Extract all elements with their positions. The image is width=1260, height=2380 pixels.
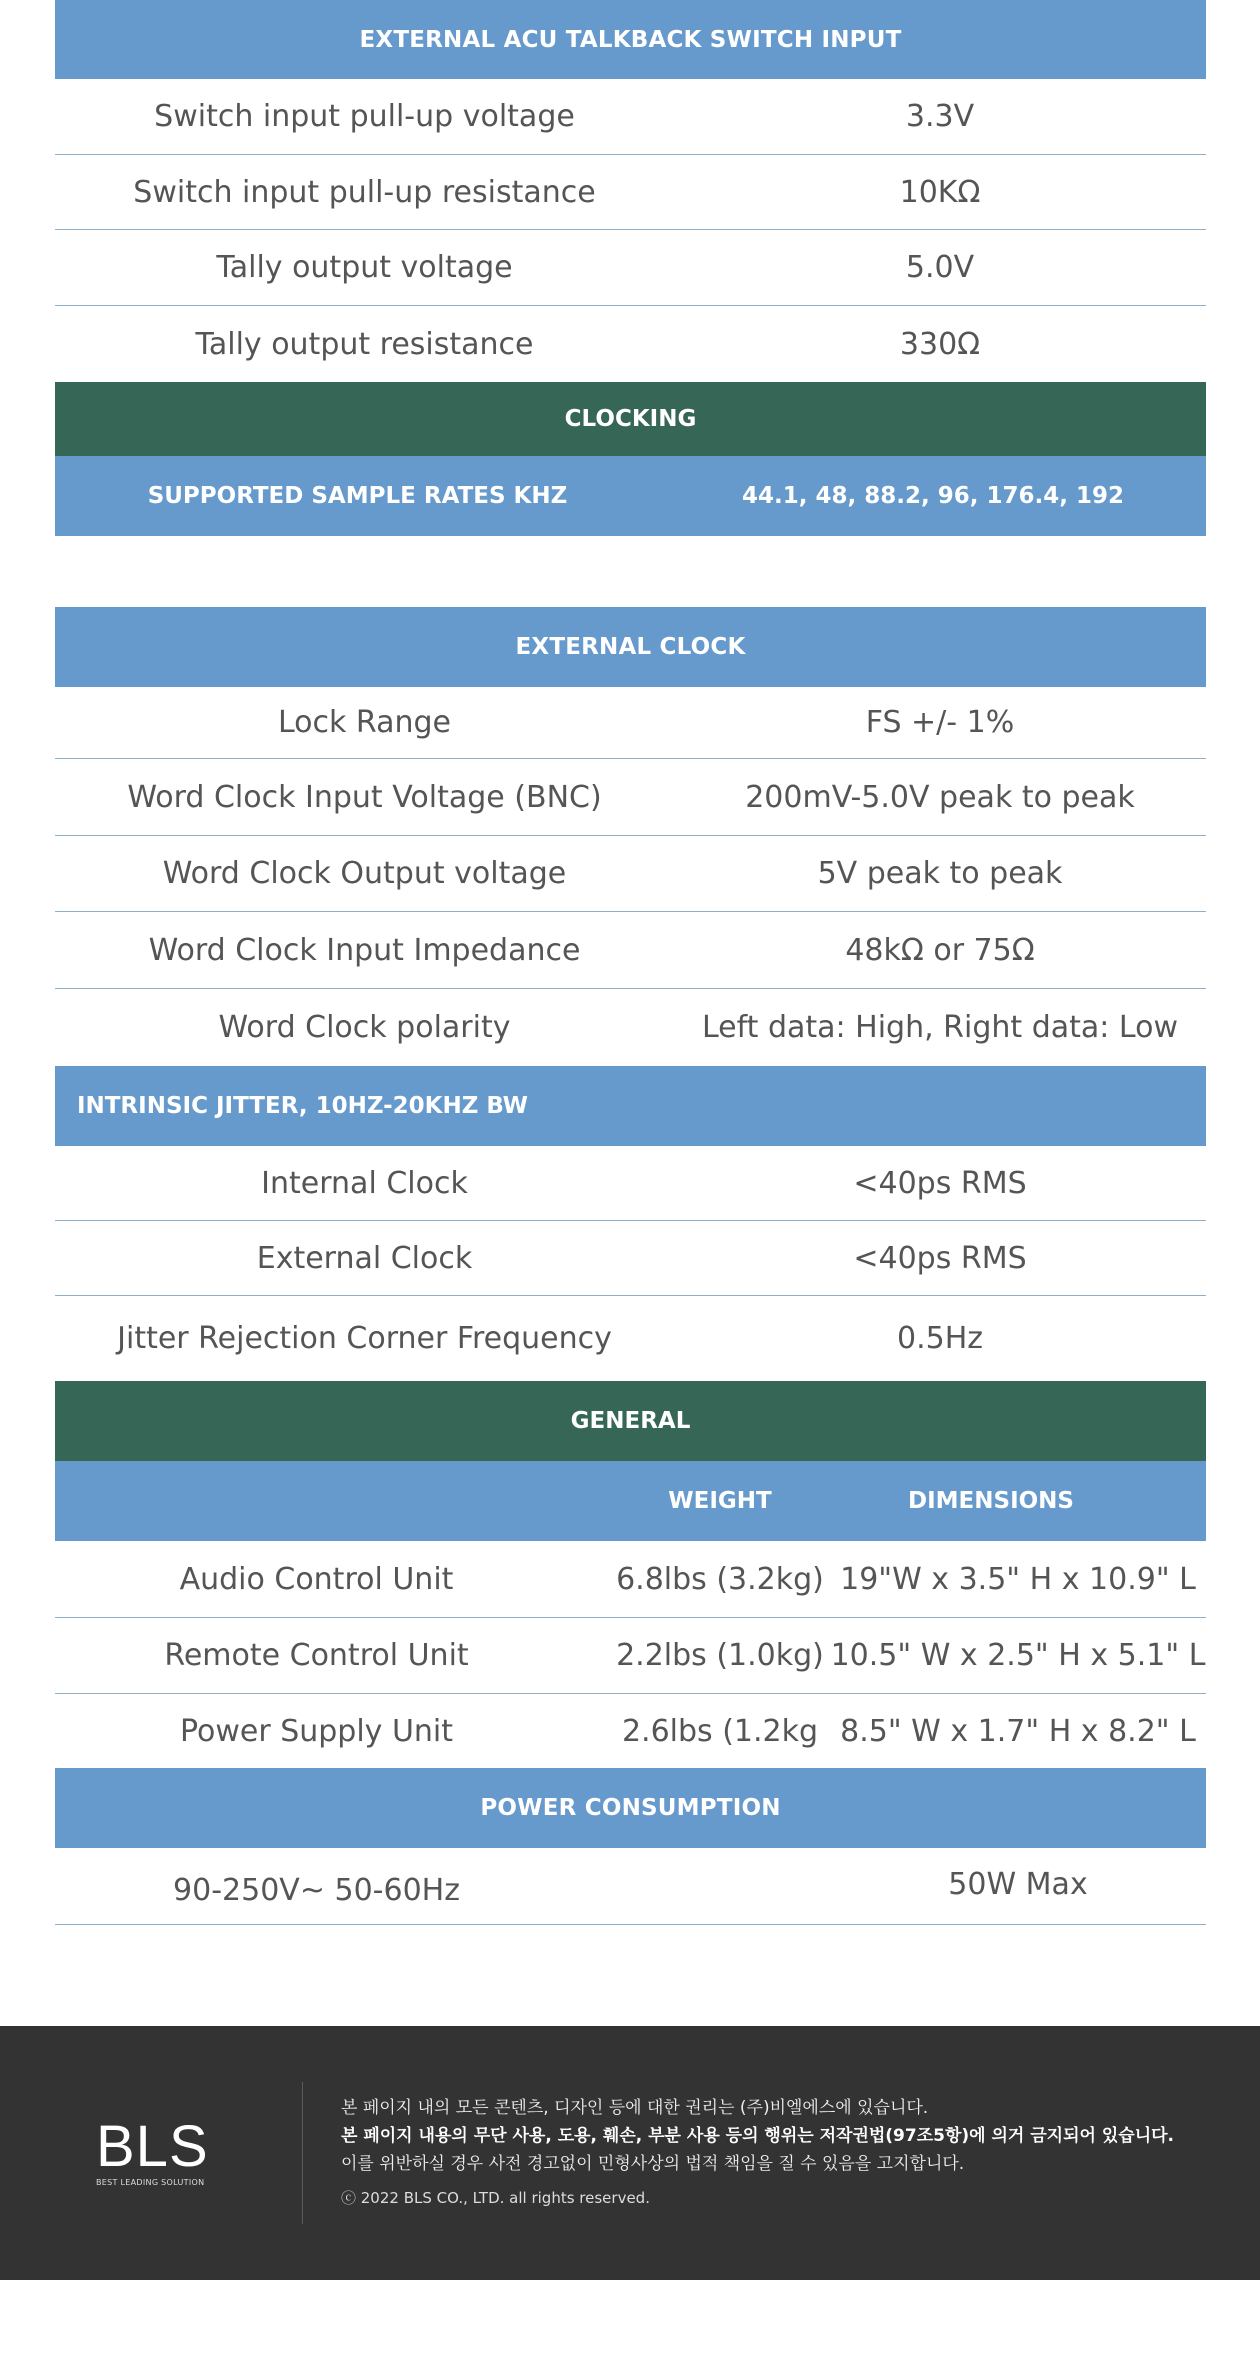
row-value: 0.5Hz	[896, 1321, 983, 1356]
row-label: Word Clock Input Voltage (BNC)	[127, 779, 602, 815]
row-value: 10KΩ	[899, 174, 981, 210]
power-input: 90-250V~ 50-60Hz	[173, 1872, 460, 1908]
row-label: Power Supply Unit	[179, 1713, 454, 1749]
row-value: 5V peak to peak	[817, 856, 1063, 891]
row-weight: 2.6lbs (1.2kg	[621, 1713, 819, 1749]
logo-text: BLS	[96, 2114, 209, 2179]
row-value: <40ps RMS	[853, 1240, 1027, 1276]
weight-column-header: WEIGHT	[668, 1488, 772, 1514]
footer-divider	[302, 2082, 303, 2224]
clocking-title: CLOCKING	[564, 406, 697, 432]
row-label: Audio Control Unit	[179, 1561, 454, 1597]
table-row	[55, 1694, 1206, 1768]
power-header	[55, 1768, 1206, 1848]
footer-notice	[341, 2094, 1221, 2212]
row-label: Lock Range	[277, 705, 452, 740]
table-row	[55, 989, 1206, 1066]
external-clock-section	[55, 607, 1206, 1925]
row-weight: 6.8lbs (3.2kg)	[616, 1561, 824, 1597]
sample-rates-value: 44.1, 48, 88.2, 96, 176.4, 192	[742, 483, 1124, 509]
power-max: 50W Max	[948, 1866, 1088, 1902]
footer-line-3: 이를 위반하실 경우 사전 경고없이 민형사상의 법적 책임을 질 수 있음을 고지합니다.	[341, 2154, 965, 2174]
table-row	[55, 836, 1206, 912]
table-row	[55, 155, 1206, 230]
row-label: Switch input pull-up resistance	[133, 174, 596, 210]
power-title: POWER CONSUMPTION	[480, 1795, 781, 1821]
row-value: 3.3V	[905, 99, 975, 134]
row-value: 5.0V	[905, 250, 975, 285]
dimensions-column-header: DIMENSIONS	[908, 1488, 1074, 1514]
table-row	[55, 1541, 1206, 1618]
table-row	[55, 1221, 1206, 1296]
row-dimensions: 19"W x 3.5" H x 10.9" L	[840, 1561, 1196, 1597]
logo-subtitle: BEST LEADING SOLUTION	[96, 2178, 205, 2187]
row-value: 330Ω	[899, 326, 981, 362]
external-clock-header	[55, 607, 1206, 687]
table-row	[55, 912, 1206, 989]
sample-rates-label: SUPPORTED SAMPLE RATES KHZ	[147, 483, 568, 509]
row-weight: 2.2lbs (1.0kg)	[616, 1638, 824, 1673]
row-value: FS +/- 1%	[865, 705, 1015, 740]
row-value: 48kΩ or 75Ω	[845, 932, 1035, 968]
acu-section-title: EXTERNAL ACU TALKBACK SWITCH INPUT	[359, 26, 902, 53]
row-label: Tally output resistance	[195, 326, 534, 362]
row-value: 200mV-5.0V peak to peak	[745, 779, 1135, 815]
table-row	[55, 306, 1206, 382]
external-clock-title: EXTERNAL CLOCK	[515, 634, 746, 660]
row-dimensions: 8.5" W x 1.7" H x 8.2" L	[840, 1713, 1196, 1749]
table-row	[55, 230, 1206, 306]
row-label: Internal Clock	[261, 1165, 468, 1201]
table-row	[55, 79, 1206, 155]
table-row	[55, 687, 1206, 759]
table-row	[55, 1618, 1206, 1694]
row-label: Word Clock Input Impedance	[148, 932, 581, 968]
row-dimensions: 10.5" W x 2.5" H x 5.1" L	[830, 1638, 1206, 1673]
table-row	[55, 1296, 1206, 1381]
sample-rates-row	[55, 456, 1206, 536]
jitter-header	[55, 1066, 1206, 1146]
general-title: GENERAL	[570, 1408, 691, 1434]
copyright: ⓒ 2022 BLS CO., LTD. all rights reserved.	[341, 2189, 650, 2207]
general-column-headers	[55, 1461, 1206, 1541]
row-label: Remote Control Unit	[164, 1638, 469, 1673]
footer-line-2: 본 페이지 내용의 무단 사용, 도용, 훼손, 부분 사용 등의 행위는 저작권법(97조5항)에 의거 금지되어 있습니다.	[341, 2126, 1175, 2146]
row-label: Tally output voltage	[216, 250, 513, 285]
table-row	[55, 1848, 1206, 1925]
row-value: Left data: High, Right data: Low	[701, 1010, 1179, 1045]
clocking-header	[55, 382, 1206, 456]
acu-section-header	[55, 0, 1206, 79]
table-row	[55, 759, 1206, 836]
jitter-title: INTRINSIC JITTER, 10HZ-20KHZ BW	[76, 1093, 529, 1119]
row-label: Switch input pull-up voltage	[154, 99, 575, 134]
footer-line-1: 본 페이지 내의 모든 콘텐츠, 디자인 등에 대한 권리는 (주)비엘에스에 있습니다.	[341, 2098, 929, 2118]
table-row	[55, 1146, 1206, 1221]
row-value: <40ps RMS	[853, 1165, 1027, 1201]
row-label: Jitter Rejection Corner Frequency	[117, 1321, 612, 1356]
row-label: Word Clock Output voltage	[162, 856, 567, 891]
footer	[0, 2026, 1260, 2280]
row-label: Word Clock polarity	[218, 1010, 511, 1045]
acu-section	[55, 0, 1206, 536]
row-label: External Clock	[256, 1240, 473, 1276]
general-header	[55, 1381, 1206, 1461]
bls-logo[interactable]	[96, 2114, 216, 2187]
